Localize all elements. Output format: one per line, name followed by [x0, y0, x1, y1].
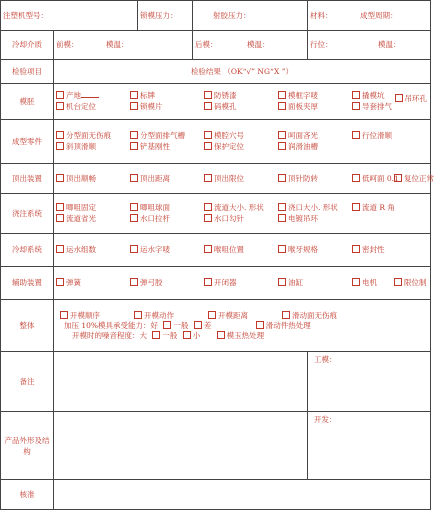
- load-capacity-line: 加压 10%模具承受能力：好 一般 差 滑动件热处理: [64, 320, 311, 330]
- checkbox-icon[interactable]: [60, 311, 68, 319]
- check-item[interactable]: 流道 R 角: [352, 203, 426, 213]
- checkbox-icon[interactable]: [134, 311, 142, 319]
- check-item[interactable]: 顶出距离: [130, 174, 204, 184]
- checkbox-icon[interactable]: [56, 142, 64, 150]
- checkbox-icon[interactable]: [204, 102, 212, 110]
- checkbox-icon[interactable]: [204, 91, 212, 99]
- checkbox-icon[interactable]: [278, 245, 286, 253]
- check-item[interactable]: 模腔穴号: [204, 131, 278, 141]
- check-item[interactable]: 吊环孔: [395, 94, 428, 104]
- appearance-label: 产品外形及结构: [1, 412, 54, 480]
- check-item[interactable]: 复位正常: [394, 174, 434, 184]
- checkbox-icon[interactable]: [130, 278, 138, 286]
- checkbox-icon[interactable]: [152, 331, 160, 339]
- check-item[interactable]: 呵面吝光: [278, 131, 352, 141]
- checkbox-icon[interactable]: [130, 203, 138, 211]
- checkbox-icon[interactable]: [130, 142, 138, 150]
- appearance-field[interactable]: [54, 412, 308, 480]
- remarks-label: 备注: [1, 352, 54, 412]
- inject-pressure-label: 射胶压力：: [213, 10, 251, 20]
- section-gating: [1, 194, 431, 234]
- checkbox-icon[interactable]: [183, 331, 191, 339]
- checkbox-icon[interactable]: [130, 131, 138, 139]
- cooling-medium-label: 冷却介质: [1, 31, 54, 60]
- noise-line: 开模时的噪音程度：大 一般 小 模玉热处理: [72, 330, 265, 340]
- mold-temp-label-3: 模温：: [378, 40, 401, 49]
- slide-label: 行位：: [310, 40, 333, 49]
- checkbox-icon[interactable]: [352, 91, 360, 99]
- check-item[interactable]: 顶出限位: [204, 174, 278, 184]
- checkbox-icon[interactable]: [394, 174, 402, 182]
- checkbox-icon[interactable]: [204, 131, 212, 139]
- section-label: 辅助装置: [1, 267, 54, 300]
- checkbox-icon[interactable]: [204, 245, 212, 253]
- clamp-pressure-label: 锁模压力：: [140, 10, 178, 20]
- check-item[interactable]: 水口勾针: [204, 214, 278, 224]
- mold-temp-label-1: 模温：: [106, 40, 129, 49]
- check-item[interactable]: 唧咀固定: [56, 203, 130, 213]
- check-item[interactable]: 唧咀球面: [130, 203, 204, 213]
- checkbox-icon[interactable]: [56, 91, 64, 99]
- checkbox-icon[interactable]: [208, 311, 216, 319]
- section-label: 整体: [1, 300, 54, 352]
- check-item[interactable]: 码模孔: [204, 102, 278, 112]
- check-item[interactable]: 润滑油槽: [278, 142, 352, 152]
- check-item[interactable]: 喉咀位置: [204, 245, 278, 255]
- approve-label: 核准: [1, 480, 54, 510]
- check-item[interactable]: 机台定位: [56, 102, 130, 112]
- checkbox-icon[interactable]: [56, 214, 64, 222]
- checkbox-icon[interactable]: [352, 102, 360, 110]
- check-item[interactable]: 油缸: [278, 278, 352, 288]
- checkbox-icon[interactable]: [278, 278, 286, 286]
- check-item[interactable]: 密封性: [352, 245, 426, 255]
- checkbox-icon[interactable]: [130, 214, 138, 222]
- check-item[interactable]: 产地: [56, 91, 130, 101]
- section-ejector: [1, 164, 431, 194]
- inspection-item-label: 检验项目: [1, 60, 54, 84]
- check-item[interactable]: 电镀吊环: [278, 214, 352, 224]
- check-item[interactable]: 行位滑顺: [352, 131, 426, 141]
- check-item[interactable]: 导套排气: [352, 102, 412, 112]
- check-item[interactable]: 开模动作: [134, 311, 208, 321]
- inspection-result-legend: 检验结果 （OK“√” NG“X ”）: [54, 60, 431, 84]
- section-label: 顶出装置: [1, 164, 54, 194]
- cycle-label: 成型周期：: [360, 10, 398, 20]
- check-item[interactable]: 防锈漆: [204, 91, 278, 101]
- check-item[interactable]: 顶出顺畅: [56, 174, 130, 184]
- checkbox-icon[interactable]: [256, 321, 264, 329]
- check-item[interactable]: 水口拉杆: [130, 214, 204, 224]
- remarks-row: [1, 352, 431, 412]
- checkbox-icon[interactable]: [282, 311, 290, 319]
- checkbox-icon[interactable]: [56, 174, 64, 182]
- checkbox-icon[interactable]: [56, 131, 64, 139]
- check-item[interactable]: 弹弓胶: [130, 278, 204, 288]
- check-item[interactable]: 运水字唛: [130, 245, 204, 255]
- slide-cell[interactable]: [308, 31, 431, 60]
- approve-field[interactable]: [54, 480, 431, 510]
- checkbox-icon[interactable]: [352, 203, 360, 211]
- checkbox-icon[interactable]: [278, 91, 286, 99]
- checkbox-icon[interactable]: [352, 245, 360, 253]
- section-label: 模胚: [1, 84, 54, 120]
- section-label: 成型零件: [1, 120, 54, 164]
- machine-no-cell[interactable]: [1, 1, 138, 31]
- checkbox-icon[interactable]: [278, 131, 286, 139]
- check-item[interactable]: 面板夹厚: [278, 102, 352, 112]
- checkbox-icon[interactable]: [204, 203, 212, 211]
- section-label: 冷却系统: [1, 234, 54, 267]
- checkbox-icon[interactable]: [204, 214, 212, 222]
- check-item[interactable]: 开模顺序: [60, 311, 134, 321]
- clamp-pressure-cell[interactable]: [138, 1, 193, 31]
- checkbox-icon[interactable]: [278, 174, 286, 182]
- check-item[interactable]: 顶针防转: [278, 174, 352, 184]
- rear-mold-cell[interactable]: [193, 31, 308, 60]
- checkbox-icon[interactable]: [130, 102, 138, 110]
- checkbox-icon[interactable]: [56, 245, 64, 253]
- machine-no-label: 注塑机型号：: [3, 10, 48, 20]
- check-item[interactable]: 限位制: [394, 278, 434, 288]
- check-item[interactable]: 流道省光: [56, 214, 130, 224]
- checkbox-icon[interactable]: [278, 214, 286, 222]
- checkbox-icon[interactable]: [204, 174, 212, 182]
- check-item[interactable]: 浇口大小. 形状: [278, 203, 352, 213]
- checkbox-icon[interactable]: [395, 94, 403, 102]
- check-item[interactable]: 锁模片: [130, 102, 204, 112]
- checkbox-icon[interactable]: [130, 245, 138, 253]
- section-molding-parts: [1, 120, 431, 164]
- tooling-label: 工模：: [314, 355, 337, 364]
- checkbox-icon[interactable]: [130, 174, 138, 182]
- appearance-right-cell[interactable]: [308, 412, 431, 480]
- checkbox-icon[interactable]: [163, 321, 171, 329]
- section-mold-base: [1, 84, 431, 120]
- check-item[interactable]: 分型面排气槽: [130, 131, 204, 141]
- check-item[interactable]: 斜顶滑顺: [56, 142, 130, 152]
- section-cooling: [1, 234, 431, 267]
- check-item[interactable]: 铲基刚性: [130, 142, 204, 152]
- check-item[interactable]: 电机: [352, 278, 394, 288]
- checkbox-icon[interactable]: [56, 278, 64, 286]
- rear-mold-label: 后模：: [195, 40, 218, 49]
- check-item[interactable]: 喉牙规格: [278, 245, 352, 255]
- checkbox-icon[interactable]: [130, 91, 138, 99]
- appearance-row: [1, 412, 431, 480]
- inject-pressure-cell[interactable]: [193, 1, 308, 31]
- section-auxiliary: [1, 267, 431, 300]
- front-mold-cell[interactable]: [54, 31, 193, 60]
- check-item[interactable]: 开模距离: [208, 311, 282, 321]
- check-item[interactable]: 流道大小. 形状: [204, 203, 278, 213]
- mold-temp-label-2: 模温：: [247, 40, 270, 49]
- approve-row: [1, 480, 431, 510]
- remarks-field[interactable]: [54, 352, 308, 412]
- checkbox-icon[interactable]: [194, 321, 202, 329]
- remarks-right-cell[interactable]: [308, 352, 431, 412]
- check-item[interactable]: 运水组数: [56, 245, 130, 255]
- checkbox-icon[interactable]: [204, 278, 212, 286]
- checkbox-icon[interactable]: [278, 203, 286, 211]
- check-item[interactable]: 开闭器: [204, 278, 278, 288]
- checkbox-icon[interactable]: [352, 131, 360, 139]
- checkbox-icon[interactable]: [56, 203, 64, 211]
- check-item[interactable]: 低呵面 0.1: [352, 174, 394, 184]
- checkbox-icon[interactable]: [352, 278, 360, 286]
- checkbox-icon[interactable]: [217, 331, 225, 339]
- checkbox-icon[interactable]: [278, 102, 286, 110]
- material-label: 材料：: [310, 10, 333, 20]
- checkbox-icon[interactable]: [204, 142, 212, 150]
- check-item[interactable]: 撬模坑: [352, 91, 412, 101]
- checkbox-icon[interactable]: [56, 102, 64, 110]
- checkbox-icon[interactable]: [278, 142, 286, 150]
- check-item[interactable]: 模框字唛: [278, 91, 352, 101]
- checkbox-icon[interactable]: [352, 174, 360, 182]
- section-overall: [1, 300, 431, 352]
- check-item[interactable]: 标牌: [130, 91, 204, 101]
- section-label: 浇注系统: [1, 194, 54, 234]
- material-cycle-cell[interactable]: [308, 1, 431, 31]
- development-label: 开发：: [314, 415, 337, 424]
- check-item[interactable]: 保护定位: [204, 142, 278, 152]
- check-item[interactable]: 滑动面无伤痕: [282, 311, 422, 321]
- check-item[interactable]: 弹簧: [56, 278, 130, 288]
- checkbox-icon[interactable]: [394, 278, 402, 286]
- check-item[interactable]: 分型面无伤痕: [56, 131, 130, 141]
- front-mold-label: 前模：: [56, 40, 79, 49]
